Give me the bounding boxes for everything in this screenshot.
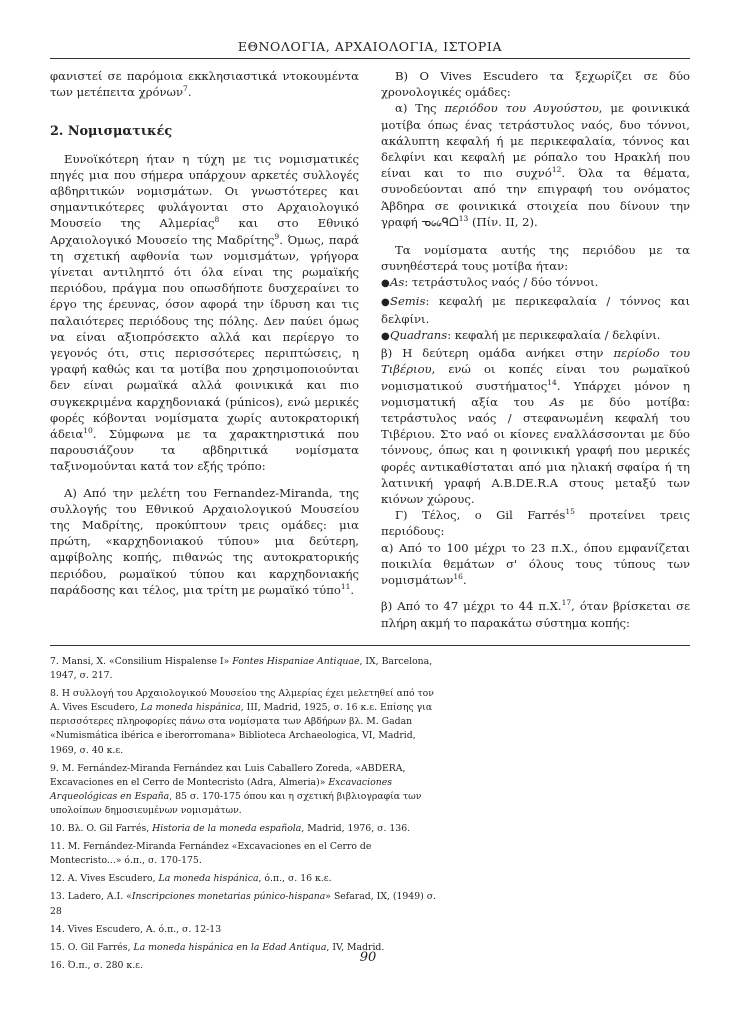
footnote-text: 9. M. Fernández-Miranda Fernández και Luis Caballero Zoreda, «ABDERA, Excavaciones en el Cerro de Montecristo (Adra, Almeria)» [50,762,406,788]
paragraph-text: , όταν βρίσκεται σε πλήρη ακμή το παρακάτω σύστημα κοπής: [381,599,691,630]
footnote-ref-12[interactable]: 12 [551,165,562,175]
paragraph-end: (Πίν. II, 2). [468,214,538,229]
footnote-8 [50,687,690,757]
footnote-title: Excavaciones Arqueológicas en España [50,776,392,802]
left-column [50,68,359,598]
footnote-rule [50,645,690,646]
bullet-icon: ● [381,331,390,343]
paragraph-end: . [350,582,355,597]
coin-denomination: As [390,275,405,290]
bullet-item-quadrans [381,327,690,345]
footnote-ref-7[interactable]: 7 [183,84,188,94]
coin-denomination: Quadrans [390,328,448,343]
running-head: ΕΘΝΟΛΟΓΙΑ, ΑΡΧΑΙΟΛΟΓΙΑ, ΙΣΤΟΡΙΑ [237,39,503,54]
paragraph-text: . Όλα τα θέματα, συνοδεύονται από την επιγραφή του ονόματος Άβδηρα σε φοινικικά στοιχεία που δίνουν την γραφή [381,166,690,229]
footnote-ref-14[interactable]: 14 [547,377,557,387]
paragraph-text: με δύο μοτίβα: τετράστυλος ναός / στεφανωμένη κεφαλή του Τιβέριου. Στο ναό οι κίονες εναλλάσσονται με δύο τόννους, όπως και η φοινικική γραφή που μερικές φορές αντικαθίσταται από μια ηλιακή σφαίρα ή τη λατινική γραφή A.B.DE.R.A στους μεταξύ των κιόνων χώρους. [381,394,690,507]
footnote-text: 13. Ladero, A.I. « [50,891,132,903]
paragraph-group-b: Β) Ο Vives Escudero τα ξεχωρίζει σε δύο χρονολογικές ομάδες: [381,69,690,100]
paragraph-text: A) Από την μελέτη του Fernandez-Miranda, της συλλογής του Εθνικού Αρχαιολογικού Μουσείου της Μαδρίτης, προκύπτουν τρεις ομάδες: μια πρώτη, «καρχηδονιακού τύπου» μια δεύτερη, αμφίβολης κοπής, πιθανώς της αυτοκρατορικής περιόδου, ρωμαϊκού τύπου και καρχηδονιακής παράδοσης και τέλος, μια τρίτη με ρωμαϊκό τύπο [50,485,359,597]
coin-denomination: As [549,394,565,409]
header-rule [50,58,690,59]
footnote-9 [50,762,690,818]
paragraph-motifs: Τα νομίσματα αυτής της περιόδου με τα συνηθέστερά τους μοτίβα ήταν: [381,243,690,274]
footnote-ref-15[interactable]: 15 [565,507,575,517]
footnote-text: , IX, Barcelona, 1947, σ. 217. [50,656,433,682]
footnote-text: 11. M. Fernández-Miranda Fernández «Excavaciones en el Cerro de Montecristo...» ό.π., σ. 170-175. [50,841,372,867]
footnote-ref-10[interactable]: 10 [83,426,93,436]
period-name: περίοδο του Τιβέριου [381,346,690,377]
footnote-text: , 85 σ. 170-175 όπου και η σχετική βιβλιογραφία των υπολοίπων δημοσιευμένων νομισμάτων. [50,790,422,816]
section-heading: 2. Νομισματικές [50,124,173,140]
intro-text: φανιστεί σε παρόμοια εκκλησιαστικά ντοκουμέντα των μετέπειτα χρόνων [50,69,359,100]
paragraph-text: . Υπάρχει μόνον η νομισματική αξία του [381,378,690,409]
page-number: 90 [359,950,377,965]
footnote-text: 7. Mansi, X. «Consilium Hispalense I» [50,656,233,667]
bullet-icon: ● [381,278,390,290]
paragraph-period-a [381,540,690,589]
paragraph-group-a [50,485,359,598]
footnote-title: Inscripciones monetarias púnico-hispana [131,891,326,903]
footnote-ref-11[interactable]: 11 [340,581,351,591]
footnote-text: 14. Vives Escudero, A. ό.π., σ. 12-13 [50,923,222,935]
paragraph-text: . Σύμφωνα με τα χαρακτηριστικά που παρουσιάζουν τα αβδηριτικά νομίσματα ταξινομούνται κατά τον εξής τρόπο: [50,427,359,474]
footnote-title: Fontes Hispaniae Antiquae [232,656,360,667]
footnote-title: Historia de la moneda española [152,823,302,835]
footnote-title: La moneda hispánica [140,702,241,714]
footnote-text: 16. Ό.π., σ. 280 κ.ε. [50,959,143,971]
footnote-ref-8[interactable]: 8 [214,215,220,225]
footnote-text: 10. Βλ. O. Gil Farrés, [50,823,153,835]
footnote-14 [50,923,690,937]
footnote-title: La moneda hispánica [158,873,259,885]
footnote-ref-9[interactable]: 9 [274,231,280,241]
footnote-text: 15. O. Gil Farrés, [50,941,134,953]
bullet-item-as [381,274,690,292]
paragraph-text: β) Από το 47 μέχρι το 44 π.Χ. [381,599,562,614]
paragraph-group-c [381,507,690,539]
paragraph-tiberius [381,345,690,507]
footnote-13 [50,890,690,918]
paragraph-text: Ευνοϊκότερη ήταν η τύχη με τις νομισματικές πηγές μια που σήμερα υπάρχουν αρκετές συλλογές αβδηριτικών νομισμάτων. Οι γνωστότερες και σημαντικότερες φυλάγονται στο Αρχαιολογικό Μουσείο της Αλμερίας [50,151,359,231]
paragraph-text: α) Από το 100 μέχρι το 23 π.Χ., όπου εμφανίζεται ποικιλία θεμάτων σ' όλους τους τύπους των νομισμάτων [381,540,690,588]
paragraph-text: Γ) Τέλος, ο Gil Farrés [395,508,566,523]
paragraph-text: , ενώ οι κοπές είναι του ρωμαϊκού νομισματικού συστήματος [381,362,690,393]
paragraph-text: , με φοινικικά μοτίβα όπως ένας τετράστυλος ναός, δυο τόννοι, ακάλυπτη κεφαλή ή με περικεφαλαία, τόννος και δελφίνι και κεφαλή με ρόπαλο του Ηρακλή που είναι και το πιο συχνό [381,101,690,181]
paragraph-label: α) Της [395,101,445,116]
footnote-10 [50,822,690,836]
footnote-12 [50,872,690,886]
paragraph-text: . Όμως, παρά τη σχετική αφθονία των νομισμάτων, γρήγορα γίνεται αντιληπτό ότι όλα είναι της ρωμαϊκής περιόδου, πράγμα που οπωσδήποτε δυσχεραίνει το έργο της έρευνας, όσον αφορά την ίδρυση και τις παλαιότερες περιόδους της πόλης. Δεν παύει όμως να είναι αξιοπρόσεκτο αλλά και περίεργο το γεγονός ότι, στις περισσότερες περιπτώσεις, η γραφή καθώς και τα μοτίβα που χρησιμοποιούνται δεν είναι ρωμαϊκά αλλά φοινικικά και πιο συγκεκριμένα καρχηδονιακά (púnicos), ενώ μερικές φορές κόβονται νομίσματα χωρίς αυτοκρατορική άδεια [50,232,359,442]
phoenician-inscription: ᓀ᥀᥀ᑫᗝ [421,214,459,229]
coin-denomination: Semis [390,293,426,308]
paragraph-sources [50,151,359,475]
paragraph-end: . [462,573,467,588]
bullet-item-semis [381,293,690,327]
coin-motifs: : τετράστυλος ναός / δύο τόννοι. [404,275,599,290]
footnote-text: , ό.π., σ. 16 κ.ε. [258,873,332,885]
footnote-ref-17[interactable]: 17 [561,598,572,608]
footnote-text: » Sefarad, IX, (1949) σ. 28 [50,891,437,917]
footnote-text: , III, Madrid, 1925, σ. 16 κ.ε. Επίσης για περισσότερες πληροφορίες πάνω στα νομίσματα των Αβδήρων βλ. M. Gadan «Numismática ibérica e iberorromana» Biblioteca Archaeologica, VI, Madrid, 1969, σ. 40 κ.ε. [50,702,433,756]
footnote-text: , Madrid, 1976, σ. 136. [301,823,411,835]
bullet-icon: ● [381,296,390,308]
right-column [381,68,690,631]
paragraph-period-b [381,598,690,630]
paragraph-label: β) Η δεύτερη ομάδα ανήκει στην [381,346,614,361]
paragraph-text: προτείνει τρεις περιόδους: [381,508,690,539]
footnote-ref-13[interactable]: 13 [458,213,469,223]
paragraph-text: και στο Εθνικό Αρχαιολογικό Μουσείο της Μαδρίτης [50,216,360,247]
footnote-text: 8. Η συλλογή του Αρχαιολογικού Μουσείου της Αλμερίας έχει μελετηθεί από τον A. Vives Escudero, [50,688,434,714]
coin-motifs: : κεφαλή με περικεφαλαία / δελφίνι. [447,328,661,343]
footnote-text: , IV, Madrid. [326,941,385,953]
coin-motifs: : κεφαλή με περικεφαλαία / τόννος και δελφίνι. [381,293,690,326]
paragraph-augustus [381,100,690,230]
footnote-11 [50,840,690,868]
period-name: περιόδου του Αυγούστου [444,101,599,116]
footnote-ref-16[interactable]: 16 [453,572,463,582]
intro-end: . [187,85,192,100]
footnote-7 [50,655,690,683]
footnotes [50,655,690,977]
footnote-title: La moneda hispánica en la Edad Antiqua [133,941,327,953]
footnote-text: 12. A. Vives Escudero, [50,873,159,885]
intro-paragraph [50,68,359,100]
